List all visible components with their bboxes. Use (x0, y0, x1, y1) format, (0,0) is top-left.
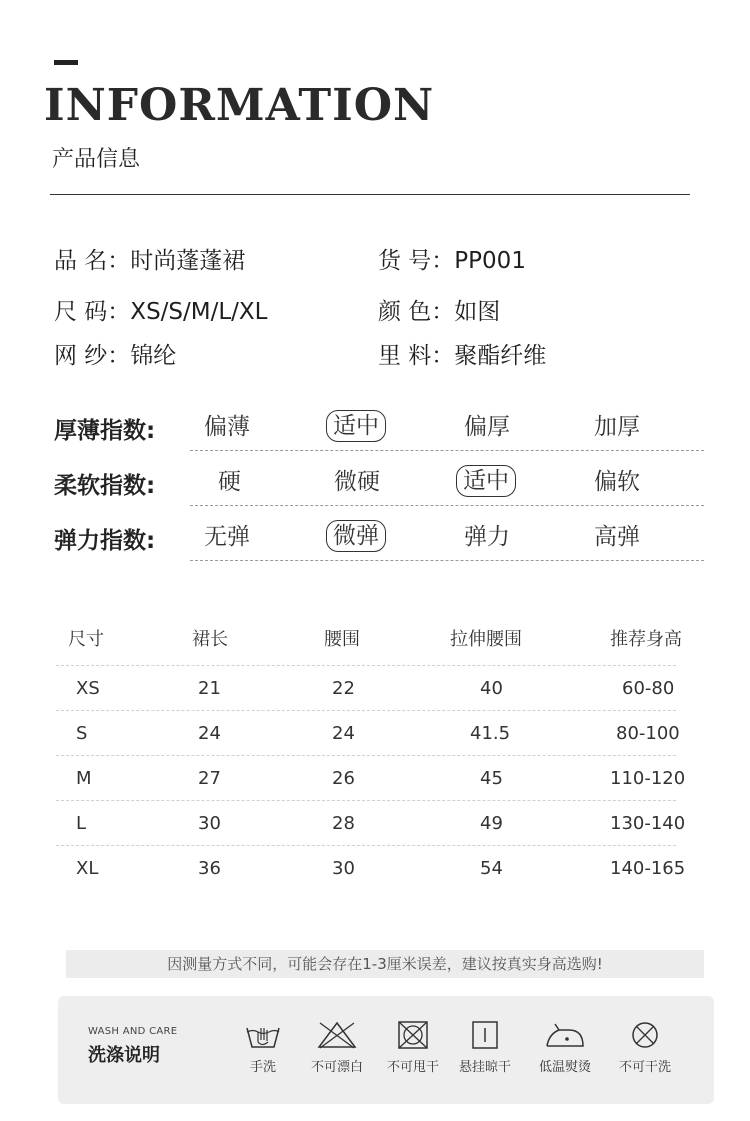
hand-wash-icon (244, 1020, 282, 1050)
table-cell: 130-140 (610, 813, 686, 834)
table-cell: 24 (198, 723, 221, 744)
wash-care-title (88, 1026, 177, 1067)
table-header-row (56, 618, 696, 666)
scale-option: 无弹 (204, 524, 250, 550)
table-header-cell: 拉伸腰围 (450, 629, 522, 650)
care-label: 手洗 (249, 1060, 276, 1075)
scale-option: 微硬 (334, 469, 380, 495)
care-item-no-dry-clean (610, 1020, 680, 1075)
page-subtitle: 产品信息 (52, 147, 141, 172)
title-dash (54, 60, 78, 65)
scale-row-elasticity (0, 522, 750, 562)
scale-row-softness (0, 467, 750, 507)
low-iron-icon (543, 1020, 587, 1050)
table-header-cell: 腰围 (324, 629, 360, 650)
wash-care-panel (58, 996, 714, 1104)
care-item-hand-wash (228, 1020, 298, 1075)
scale-option: 偏软 (594, 469, 640, 495)
care-item-hang-dry (450, 1020, 520, 1075)
table-cell: 41.5 (470, 723, 511, 744)
table-cell: 80-100 (616, 723, 680, 744)
scale-label: 厚薄指数: (54, 418, 156, 444)
care-label: 不可甩干 (386, 1060, 439, 1075)
scale-option: 高弹 (594, 524, 640, 550)
table-header-cell: 推荐身高 (610, 629, 682, 650)
care-item-no-bleach (302, 1020, 372, 1075)
scale-divider (190, 560, 704, 561)
info-color: 颜 色：如图 (378, 299, 501, 325)
info-item-no: 货 号：PP001 (378, 248, 526, 274)
info-mesh: 网 纱：锦纶 (54, 343, 177, 369)
page-title: INFORMATION (44, 80, 435, 131)
info-size: 尺 码：XS/S/M/L/XL (54, 299, 268, 325)
scale-option-selected: 适中 (456, 465, 516, 497)
table-cell: 27 (198, 768, 221, 789)
table-row (56, 846, 696, 891)
scale-divider (190, 450, 704, 451)
scale-option: 弹力 (464, 524, 510, 550)
title-divider (50, 194, 690, 195)
table-cell: 110-120 (610, 768, 686, 789)
scale-option: 加厚 (594, 414, 640, 440)
info-name: 品 名：时尚蓬蓬裙 (54, 248, 246, 274)
table-row (56, 801, 696, 846)
care-item-no-tumble-dry (378, 1020, 448, 1075)
table-cell: XS (76, 678, 100, 699)
table-cell: 28 (332, 813, 355, 834)
table-header-cell: 裙长 (192, 629, 228, 650)
table-row (56, 711, 696, 756)
table-cell: 54 (480, 858, 503, 879)
table-cell: 22 (332, 678, 355, 699)
scale-option: 硬 (218, 469, 241, 495)
table-cell: 140-165 (610, 858, 686, 879)
table-cell: 36 (198, 858, 221, 879)
wash-care-title-cn: 洗涤说明 (88, 1045, 160, 1066)
table-cell: 40 (480, 678, 503, 699)
scale-label: 柔软指数: (54, 473, 156, 499)
care-label: 不可漂白 (310, 1060, 363, 1075)
table-cell: 21 (198, 678, 221, 699)
care-label: 悬挂晾干 (458, 1060, 511, 1075)
scale-row-thickness (0, 412, 750, 452)
measurement-notice: 因测量方式不同，可能会存在1-3厘米误差，建议按真实身高选购! (66, 950, 704, 978)
scale-label: 弹力指数: (54, 528, 156, 554)
table-header-cell: 尺寸 (68, 629, 104, 650)
table-cell: 45 (480, 768, 503, 789)
table-row (56, 666, 696, 711)
table-cell: 60-80 (622, 678, 675, 699)
care-label: 低温熨烫 (538, 1060, 591, 1075)
care-item-low-iron (530, 1020, 600, 1075)
table-cell: XL (76, 858, 99, 879)
no-dry-clean-icon (629, 1020, 661, 1050)
wash-care-title-en: WASH AND CARE (88, 1026, 178, 1037)
table-row (56, 756, 696, 801)
no-tumble-dry-icon (396, 1020, 430, 1050)
hang-dry-icon (470, 1020, 500, 1050)
scale-option: 偏厚 (464, 414, 510, 440)
table-cell: L (76, 813, 87, 834)
scale-divider (190, 505, 704, 506)
table-cell: S (76, 723, 88, 744)
scale-option-selected: 微弹 (326, 520, 386, 552)
table-cell: 30 (332, 858, 355, 879)
table-cell: 24 (332, 723, 355, 744)
table-cell: 26 (332, 768, 355, 789)
table-cell: 49 (480, 813, 503, 834)
size-table (56, 618, 696, 891)
info-lining: 里 料：聚酯纤维 (378, 343, 547, 369)
care-label: 不可干洗 (618, 1060, 671, 1075)
no-bleach-icon (316, 1020, 358, 1050)
scale-option-selected: 适中 (326, 410, 386, 442)
scale-option: 偏薄 (204, 414, 250, 440)
table-cell: M (76, 768, 92, 789)
table-cell: 30 (198, 813, 221, 834)
